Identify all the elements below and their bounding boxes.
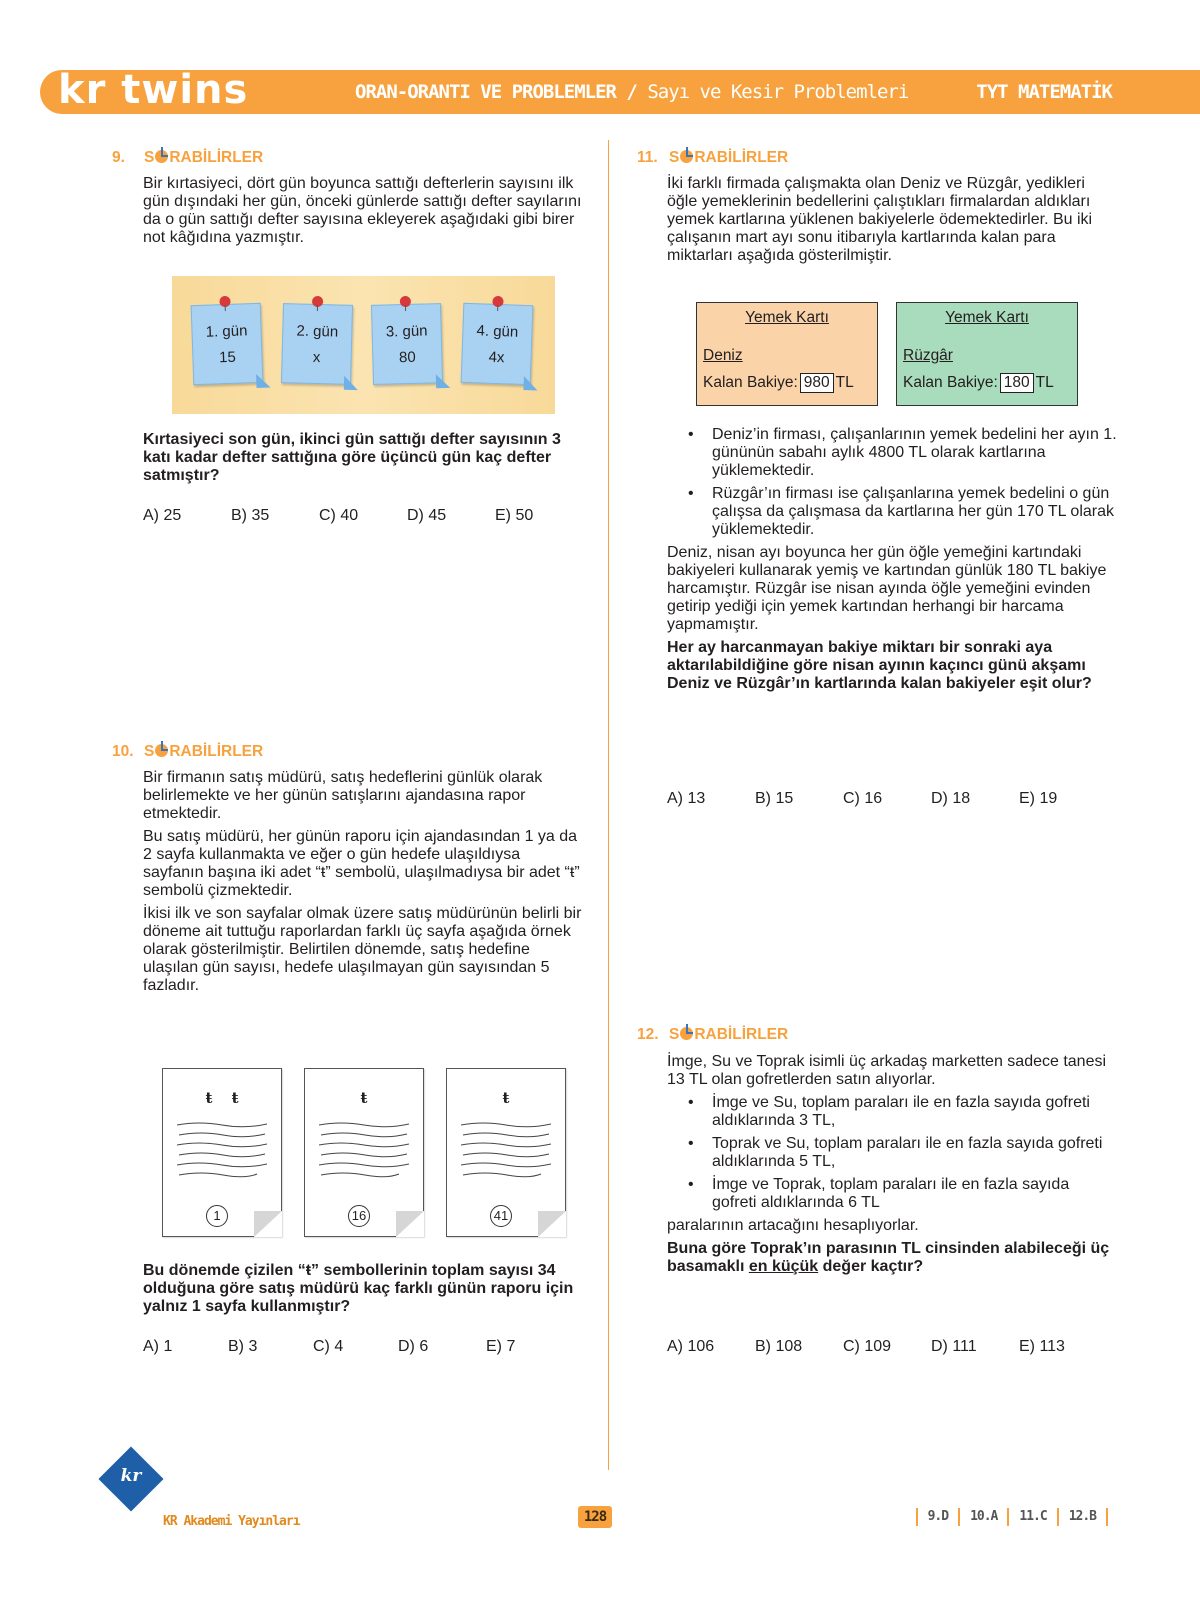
note-value: x — [312, 348, 321, 367]
q12-paragraph-2: paralarının artacağını hesaplıyorlar. — [667, 1217, 919, 1234]
q9-notes-panel — [172, 276, 555, 414]
q11-bullet: • Deniz’in firması, çalışanlarının yemek bedelini her ayın 1. gününün sabahı aylık 4800 TL olarak kartlarına yüklemektedir. — [667, 426, 1117, 480]
q10-number: 10. — [112, 743, 134, 760]
report-page — [162, 1068, 282, 1237]
q11-text: İki farklı firmada çalışmakta olan Deniz ve Rüzgâr, yedikleri öğle yemeklerinin bedellerini çalıştıkları firmalardan aldıkları yemek kartlarına yüklenen bakiyelerle ödemektedirler. Bu iki çalışanın mart ayı sonu itibarıyla kartlarında kalan para miktarları aşağıda gösterilmiştir. — [667, 175, 1093, 264]
note-day: 3. gün — [385, 322, 428, 341]
balance-currency: TL — [1035, 374, 1054, 391]
sorabilirler-badge — [144, 149, 263, 166]
q9-option-e[interactable]: E) 50 — [495, 507, 534, 524]
q10-option-c[interactable]: C) 4 — [313, 1338, 344, 1355]
page-number: 1 — [206, 1205, 228, 1227]
badge-left: S — [144, 743, 155, 760]
q12-option-b[interactable]: B) 108 — [755, 1338, 803, 1355]
sticky-note — [461, 303, 534, 385]
page-symbols: ŧ ŧ — [205, 1089, 239, 1107]
q11-options — [667, 790, 1107, 808]
card-owner: Rüzgâr — [903, 347, 953, 364]
q12-heading — [637, 1024, 788, 1046]
page-symbols: ŧ — [502, 1089, 510, 1107]
q10-heading — [112, 741, 263, 763]
q12-bullet: • İmge ve Toprak, toplam paraları ile en fazla sayıda gofreti aldıklarında 6 TL — [667, 1176, 1117, 1212]
note-fold — [344, 376, 358, 390]
q11-heading — [637, 147, 788, 169]
report-page — [304, 1068, 424, 1237]
chapter-title-sub: Sayı ve Kesir Problemleri — [647, 81, 909, 103]
card-balance — [703, 373, 854, 393]
q12-option-c[interactable]: C) 109 — [843, 1338, 892, 1355]
balance-amount: 980 — [800, 373, 834, 393]
card-balance — [903, 373, 1054, 393]
q12-bullets — [667, 1094, 1117, 1212]
q12-number: 12. — [637, 1026, 659, 1043]
badge-check-icon — [680, 150, 693, 163]
sorabilirler-badge — [669, 1026, 788, 1043]
sorabilirler-badge — [144, 743, 263, 760]
q11-option-b[interactable]: B) 15 — [755, 790, 794, 807]
q12-question-b: değer kaçtır? — [818, 1258, 924, 1275]
q9-text: Bir kırtasiyeci, dört gün boyunca sattığı defterlerin sayısını ilk gün dışındaki her gün, önceki günlerde sattığı defter sayılarını da o gün sattığı defter sayısına ekleyerek aşağıdaki gibi birer not kâğıdına yazmıştır. — [143, 175, 582, 246]
q12-question — [667, 1240, 1117, 1276]
note-day: 1. gün — [205, 322, 248, 341]
q11-bullets — [667, 426, 1117, 539]
note-day: 4. gün — [476, 322, 519, 341]
q10-question: Bu dönemde çizilen “ŧ” sembollerinin toplam sayısı 34 olduğuna göre satış müdürü kaç farklı günün raporu için yalnız 1 sayfa kullanmıştır? — [143, 1262, 574, 1315]
q11-body — [667, 426, 1117, 698]
page-symbols: ŧ — [360, 1089, 368, 1107]
report-page — [446, 1068, 566, 1237]
q11-option-d[interactable]: D) 18 — [931, 790, 971, 807]
q12-text: İmge, Su ve Toprak isimli üç arkadaş marketten sadece tanesi 13 TL olan gofretlerden satın alıyorlar. — [667, 1053, 1107, 1088]
card-title: Yemek Kartı — [945, 309, 1029, 326]
q10-option-d[interactable]: D) 6 — [398, 1338, 429, 1355]
badge-left: S — [144, 149, 155, 166]
page-curl — [538, 1211, 566, 1237]
balance-label: Kalan Bakiye: — [903, 374, 998, 391]
meal-card-deniz — [696, 302, 878, 406]
q10-paragraph-1: Bir firmanın satış müdürü, satış hedeflerini günlük olarak belirlemekte ve her günün satışlarını ajandasına rapor etmektedir. — [143, 769, 543, 822]
page-number: 16 — [348, 1205, 370, 1227]
balance-currency: TL — [835, 374, 854, 391]
answer-key-item: 11.C — [1007, 1508, 1056, 1526]
sticky-note — [371, 303, 443, 385]
note-fold — [436, 374, 450, 388]
publisher-name: KR Akademi Yayınları — [163, 1514, 300, 1529]
q12-option-a[interactable]: A) 106 — [667, 1338, 715, 1355]
badge-right: RABİLİRLER — [169, 743, 264, 760]
note-fold — [256, 374, 270, 388]
answer-key-item: 12.B — [1057, 1508, 1108, 1526]
card-owner: Deniz — [703, 347, 743, 364]
q11-option-e[interactable]: E) 19 — [1019, 790, 1058, 807]
badge-right: RABİLİRLER — [169, 149, 264, 166]
q12-body — [667, 1053, 1117, 1281]
page-curl — [396, 1211, 424, 1237]
q12-question-a: Buna göre Toprak’ın parasının TL cinsinden alabileceği üç basamaklı — [667, 1240, 1110, 1275]
badge-right: RABİLİRLER — [694, 1026, 789, 1043]
q9-option-d[interactable]: D) 45 — [407, 507, 447, 524]
sorabilirler-badge — [669, 149, 788, 166]
q10-paragraph-3: İkisi ilk ve son sayfalar olmak üzere satış müdürünün belirli bir döneme ait tuttuğu raporlardan farklı üç sayfa aşağıda örnek olarak gösterilmiştir. Belirtilen dönemde, satış hedefine ulaşılan gün sayısı, hedefe ulaşılmayan gün sayısından 5 fazladır. — [143, 905, 582, 994]
q9-number: 9. — [112, 149, 125, 166]
q9-option-b[interactable]: B) 35 — [231, 507, 270, 524]
badge-check-icon — [680, 1027, 693, 1040]
handwriting-lines — [319, 1119, 409, 1189]
q11-bullet: • Rüzgâr’ın firması ise çalışanlarına yemek bedelini o gün çalışsa da çalışmasa da kartlarına her gün 170 TL olarak yüklemektedir. — [667, 485, 1117, 539]
handwriting-lines — [461, 1119, 551, 1189]
q9-question: Kırtasiyeci son gün, ikinci gün sattığı defter sayısının 3 katı kadar defter sattığına göre üçüncü gün kaç defter satmıştır? — [143, 431, 561, 484]
q10-options — [143, 1338, 571, 1356]
badge-left: S — [669, 1026, 680, 1043]
q10-paragraph-2: Bu satış müdürü, her günün raporu için ajandasından 1 ya da 2 sayfa kullanmakta ve eğer o gün hedefe ulaşıldıysa sayfanın başına iki adet “ŧ” sembolü, ulaşılmadıysa bir adet “ŧ” sembolü çizmektedir. — [143, 828, 580, 899]
badge-right: RABİLİRLER — [694, 149, 789, 166]
answer-key-item: 10.A — [958, 1508, 1007, 1526]
badge-check-icon — [155, 744, 168, 757]
q11-number: 11. — [637, 149, 658, 166]
handwriting-lines — [177, 1119, 267, 1189]
q9-options — [143, 507, 583, 525]
meal-card-ruzgar — [896, 302, 1078, 406]
subject-label: TYT MATEMATİK — [976, 81, 1112, 103]
chapter-title — [355, 78, 908, 106]
q11-question: Her ay harcanmayan bakiye miktarı bir sonraki aya aktarılabildiğine göre nisan ayının kaçıncı günü akşamı Deniz ve Rüzgâr’ın kartlarında kalan bakiyeler eşit olur? — [667, 639, 1092, 692]
publisher-logo-text: kr — [120, 1466, 142, 1486]
q11-option-c[interactable]: C) 16 — [843, 790, 883, 807]
badge-left: S — [669, 149, 680, 166]
q9-option-a[interactable]: A) 25 — [143, 507, 182, 524]
sticky-note — [281, 303, 353, 385]
q12-bullet: • Toprak ve Su, toplam paraları ile en fazla sayıda gofreti aldıklarında 5 TL, — [667, 1135, 1117, 1171]
answer-key — [916, 1508, 1108, 1526]
page-curl — [254, 1211, 282, 1237]
q12-option-e[interactable]: E) 113 — [1019, 1338, 1065, 1355]
pin-icon — [400, 296, 411, 307]
q10-option-e[interactable]: E) 7 — [486, 1338, 516, 1355]
pin-icon — [492, 296, 503, 307]
note-value: 80 — [398, 348, 416, 367]
q11-paragraph-2: Deniz, nisan ayı boyunca her gün öğle yemeğini kartındaki bakiyeleri kullanarak yemiş ve kartından günlük 180 TL bakiye harcamıştır. Rüzgâr ise nisan ayında öğle yemeğini evinden getirip yediği için yemek kartından herhangi bir harcama yapmamıştır. — [667, 544, 1107, 633]
note-day: 2. gün — [296, 322, 339, 341]
note-fold — [523, 376, 537, 390]
q10-text — [143, 769, 583, 1000]
pin-icon — [312, 296, 323, 307]
answer-key-item: 9.D — [916, 1508, 958, 1526]
q12-options — [667, 1338, 1107, 1356]
chapter-title-main: ORAN-ORANTI VE PROBLEMLER / — [355, 81, 637, 103]
q12-question-emphasis: en küçük — [748, 1258, 819, 1275]
column-divider — [608, 140, 609, 1470]
q11-option-a[interactable]: A) 13 — [667, 790, 706, 807]
q10-option-a[interactable]: A) 1 — [143, 1338, 173, 1355]
note-value: 15 — [218, 348, 237, 367]
pin-icon — [219, 296, 230, 307]
sticky-note — [191, 303, 264, 385]
card-title: Yemek Kartı — [745, 309, 829, 326]
q9-option-c[interactable]: C) 40 — [319, 507, 359, 524]
q12-bullet: • İmge ve Su, toplam paraları ile en fazla sayıda gofreti aldıklarında 3 TL, — [667, 1094, 1117, 1130]
brand-logo: kr twins — [58, 67, 249, 113]
balance-label: Kalan Bakiye: — [703, 374, 798, 391]
note-value: 4x — [488, 348, 505, 367]
q12-option-d[interactable]: D) 111 — [931, 1338, 977, 1355]
q10-option-b[interactable]: B) 3 — [228, 1338, 258, 1355]
page-number: 128 — [578, 1506, 612, 1528]
badge-check-icon — [155, 150, 168, 163]
page-number: 41 — [490, 1205, 512, 1227]
balance-amount: 180 — [1000, 373, 1034, 393]
q9-heading — [112, 147, 263, 169]
